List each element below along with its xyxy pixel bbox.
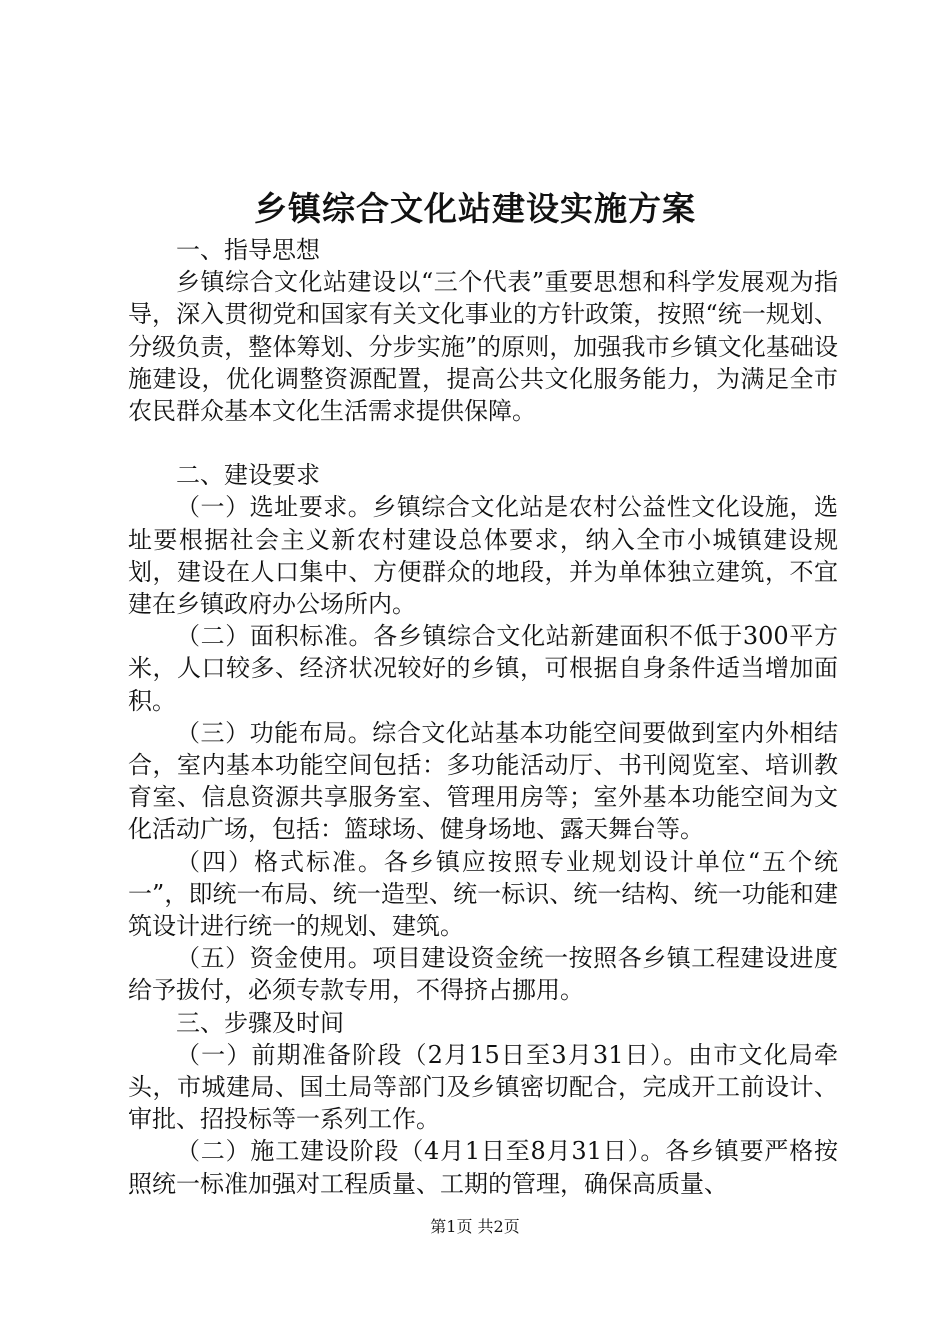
paragraph-construction-stage: （二）施工建设阶段（4月1日至8月31日）。各乡镇要严格按照统一标准加强对工程质量、工期的管理，确保高质量、 — [128, 1137, 838, 1198]
paragraph-area-standard: （二）面积标准。各乡镇综合文化站新建面积不低于300平方米，人口较多、经济状况较好的乡镇，可根据自身条件适当增加面积。 — [128, 622, 838, 715]
page-footer: 第1页 共2页 — [430, 1217, 520, 1236]
paragraph-guiding-ideology: 乡镇综合文化站建设以“三个代表”重要思想和科学发展观为指导，深入贯彻党和国家有关文化事业的方针政策，按照“统一规划、分级负责，整体筹划、分步实施”的原则，加强我市乡镇文化基础设施建设，优化调整资源配置，提高公共文化服务能力，为满足全市农民群众基本文化生活需求提供保障。 — [128, 268, 838, 426]
section-heading-steps-and-timing: 三、步骤及时间 — [176, 1008, 344, 1037]
paragraph-site-selection: （一）选址要求。乡镇综合文化站是农村公益性文化设施，选址要根据社会主义新农村建设总体要求，纳入全市小城镇建设规划，建设在人口集中、方便群众的地段，并为单体独立建筑，不宜建在乡镇政府办公场所内。 — [128, 493, 838, 619]
document-title: 乡镇综合文化站建设实施方案 — [254, 189, 696, 228]
paragraph-fund-usage: （五）资金使用。项目建设资金统一按照各乡镇工程建设进度给予拔付，必须专款专用，不得挤占挪用。 — [128, 944, 838, 1005]
section-heading-construction-requirements: 二、建设要求 — [176, 461, 320, 490]
section-heading-guiding-ideology: 一、指导思想 — [176, 236, 320, 264]
paragraph-functional-layout: （三）功能布局。综合文化站基本功能空间要做到室内外相结合，室内基本功能空间包括：多功能活动厅、书刊阅览室、培训教育室、信息资源共享服务室、管理用房等；室外基本功能空间为文化活动广场，包括：篮球场、健身场地、露天舞台等。 — [128, 718, 838, 844]
document-body — [128, 234, 838, 1200]
paragraph-format-standard: （四）格式标准。各乡镇应按照专业规划设计单位“五个统一”，即统一布局、统一造型、统一标识、统一结构、统一功能和建筑设计进行统一的规划、建筑。 — [128, 847, 838, 941]
paragraph-preparation-stage: （一）前期准备阶段（2月15日至3月31日）。由市文化局牵头，市城建局、国土局等部门及乡镇密切配合，完成开工前设计、审批、招投标等一系列工作。 — [128, 1040, 838, 1134]
